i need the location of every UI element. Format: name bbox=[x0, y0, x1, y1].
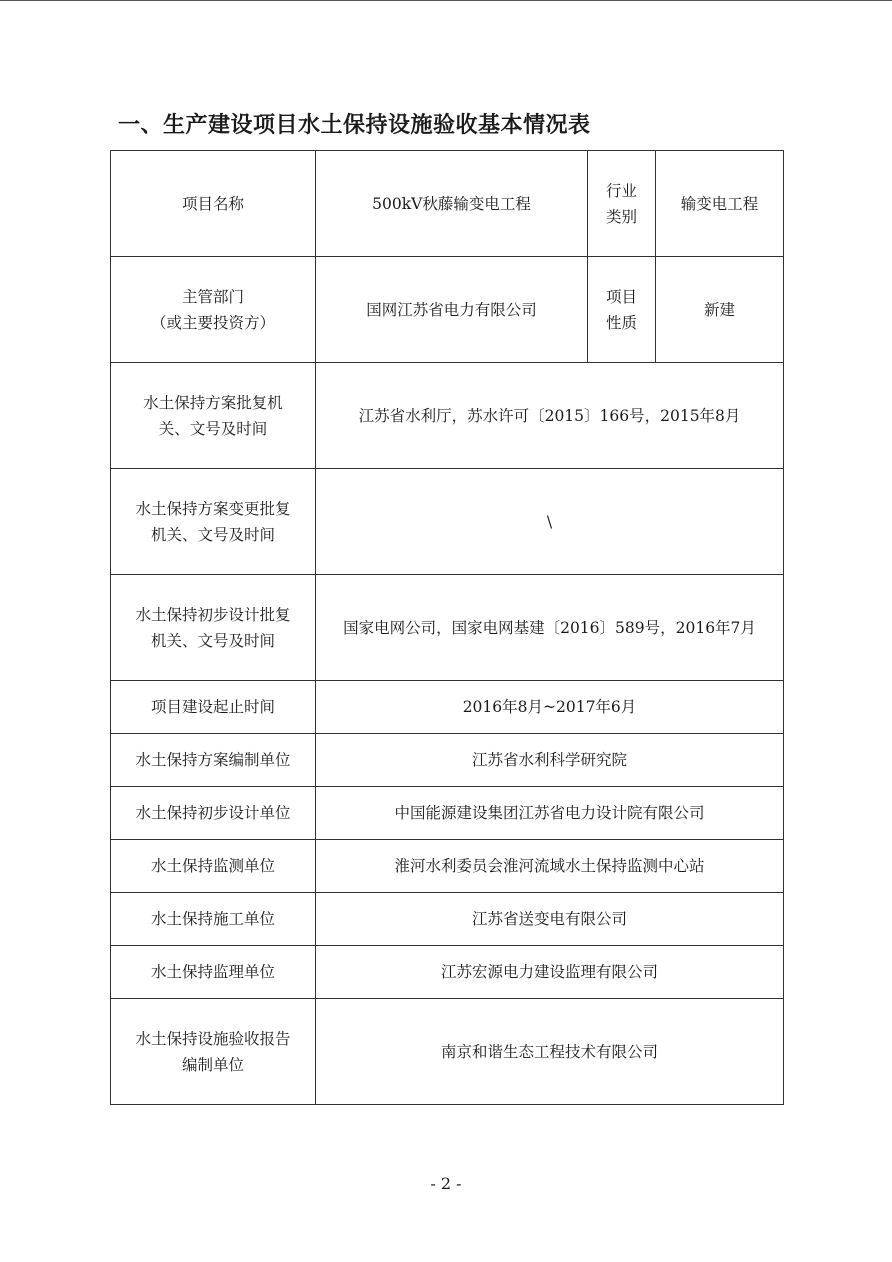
construction-unit-label: 水土保持施工单位 bbox=[111, 893, 316, 946]
project-name-label: 项目名称 bbox=[111, 151, 316, 257]
table-row-plan-change bbox=[111, 469, 784, 575]
table-row-report-unit bbox=[111, 999, 784, 1105]
monitoring-unit-value: 淮河水利委员会淮河流域水土保持监测中心站 bbox=[316, 840, 784, 893]
table-row-plan-approval bbox=[111, 363, 784, 469]
supervision-unit-label: 水土保持监理单位 bbox=[111, 946, 316, 999]
prelim-design-unit-value: 中国能源建设集团江苏省电力设计院有限公司 bbox=[316, 787, 784, 840]
industry-value: 输变电工程 bbox=[656, 151, 784, 257]
table-row-prelim-design-unit bbox=[111, 787, 784, 840]
prelim-design-unit-label: 水土保持初步设计单位 bbox=[111, 787, 316, 840]
report-unit-label: 水土保持设施验收报告 编制单位 bbox=[111, 999, 316, 1105]
report-unit-value: 南京和谐生态工程技术有限公司 bbox=[316, 999, 784, 1105]
construction-unit-value: 江苏省送变电有限公司 bbox=[316, 893, 784, 946]
basic-info-table bbox=[110, 150, 784, 1105]
page-number: - 2 - bbox=[430, 1174, 462, 1193]
project-nature-value: 新建 bbox=[656, 257, 784, 363]
plan-compiler-value: 江苏省水利科学研究院 bbox=[316, 734, 784, 787]
construction-period-label: 项目建设起止时间 bbox=[111, 681, 316, 734]
table-row-monitoring-unit bbox=[111, 840, 784, 893]
project-nature-label: 项目 性质 bbox=[588, 257, 656, 363]
department-value: 国网江苏省电力有限公司 bbox=[316, 257, 588, 363]
table-row-supervision-unit bbox=[111, 946, 784, 999]
prelim-design-approval-value: 国家电网公司，国家电网基建〔2016〕589号，2016年7月 bbox=[316, 575, 784, 681]
top-border-line bbox=[0, 0, 892, 1]
industry-label: 行业 类别 bbox=[588, 151, 656, 257]
table-row-prelim-design bbox=[111, 575, 784, 681]
plan-change-label: 水土保持方案变更批复 机关、文号及时间 bbox=[111, 469, 316, 575]
page-title: 一、生产建设项目水土保持设施验收基本情况表 bbox=[118, 113, 591, 138]
construction-period-value: 2016年8月~2017年6月 bbox=[316, 681, 784, 734]
table-row-construction-period bbox=[111, 681, 784, 734]
table-row-project-name bbox=[111, 151, 784, 257]
plan-change-value: \ bbox=[316, 469, 784, 575]
department-label: 主管部门 （或主要投资方） bbox=[111, 257, 316, 363]
monitoring-unit-label: 水土保持监测单位 bbox=[111, 840, 316, 893]
table-row-plan-compiler bbox=[111, 734, 784, 787]
plan-approval-value: 江苏省水利厅，苏水许可〔2015〕166号，2015年8月 bbox=[316, 363, 784, 469]
prelim-design-approval-label: 水土保持初步设计批复 机关、文号及时间 bbox=[111, 575, 316, 681]
table-row-department bbox=[111, 257, 784, 363]
plan-approval-label: 水土保持方案批复机 关、文号及时间 bbox=[111, 363, 316, 469]
plan-compiler-label: 水土保持方案编制单位 bbox=[111, 734, 316, 787]
supervision-unit-value: 江苏宏源电力建设监理有限公司 bbox=[316, 946, 784, 999]
project-name-value: 500kV秋藤输变电工程 bbox=[316, 151, 588, 257]
table-row-construction-unit bbox=[111, 893, 784, 946]
